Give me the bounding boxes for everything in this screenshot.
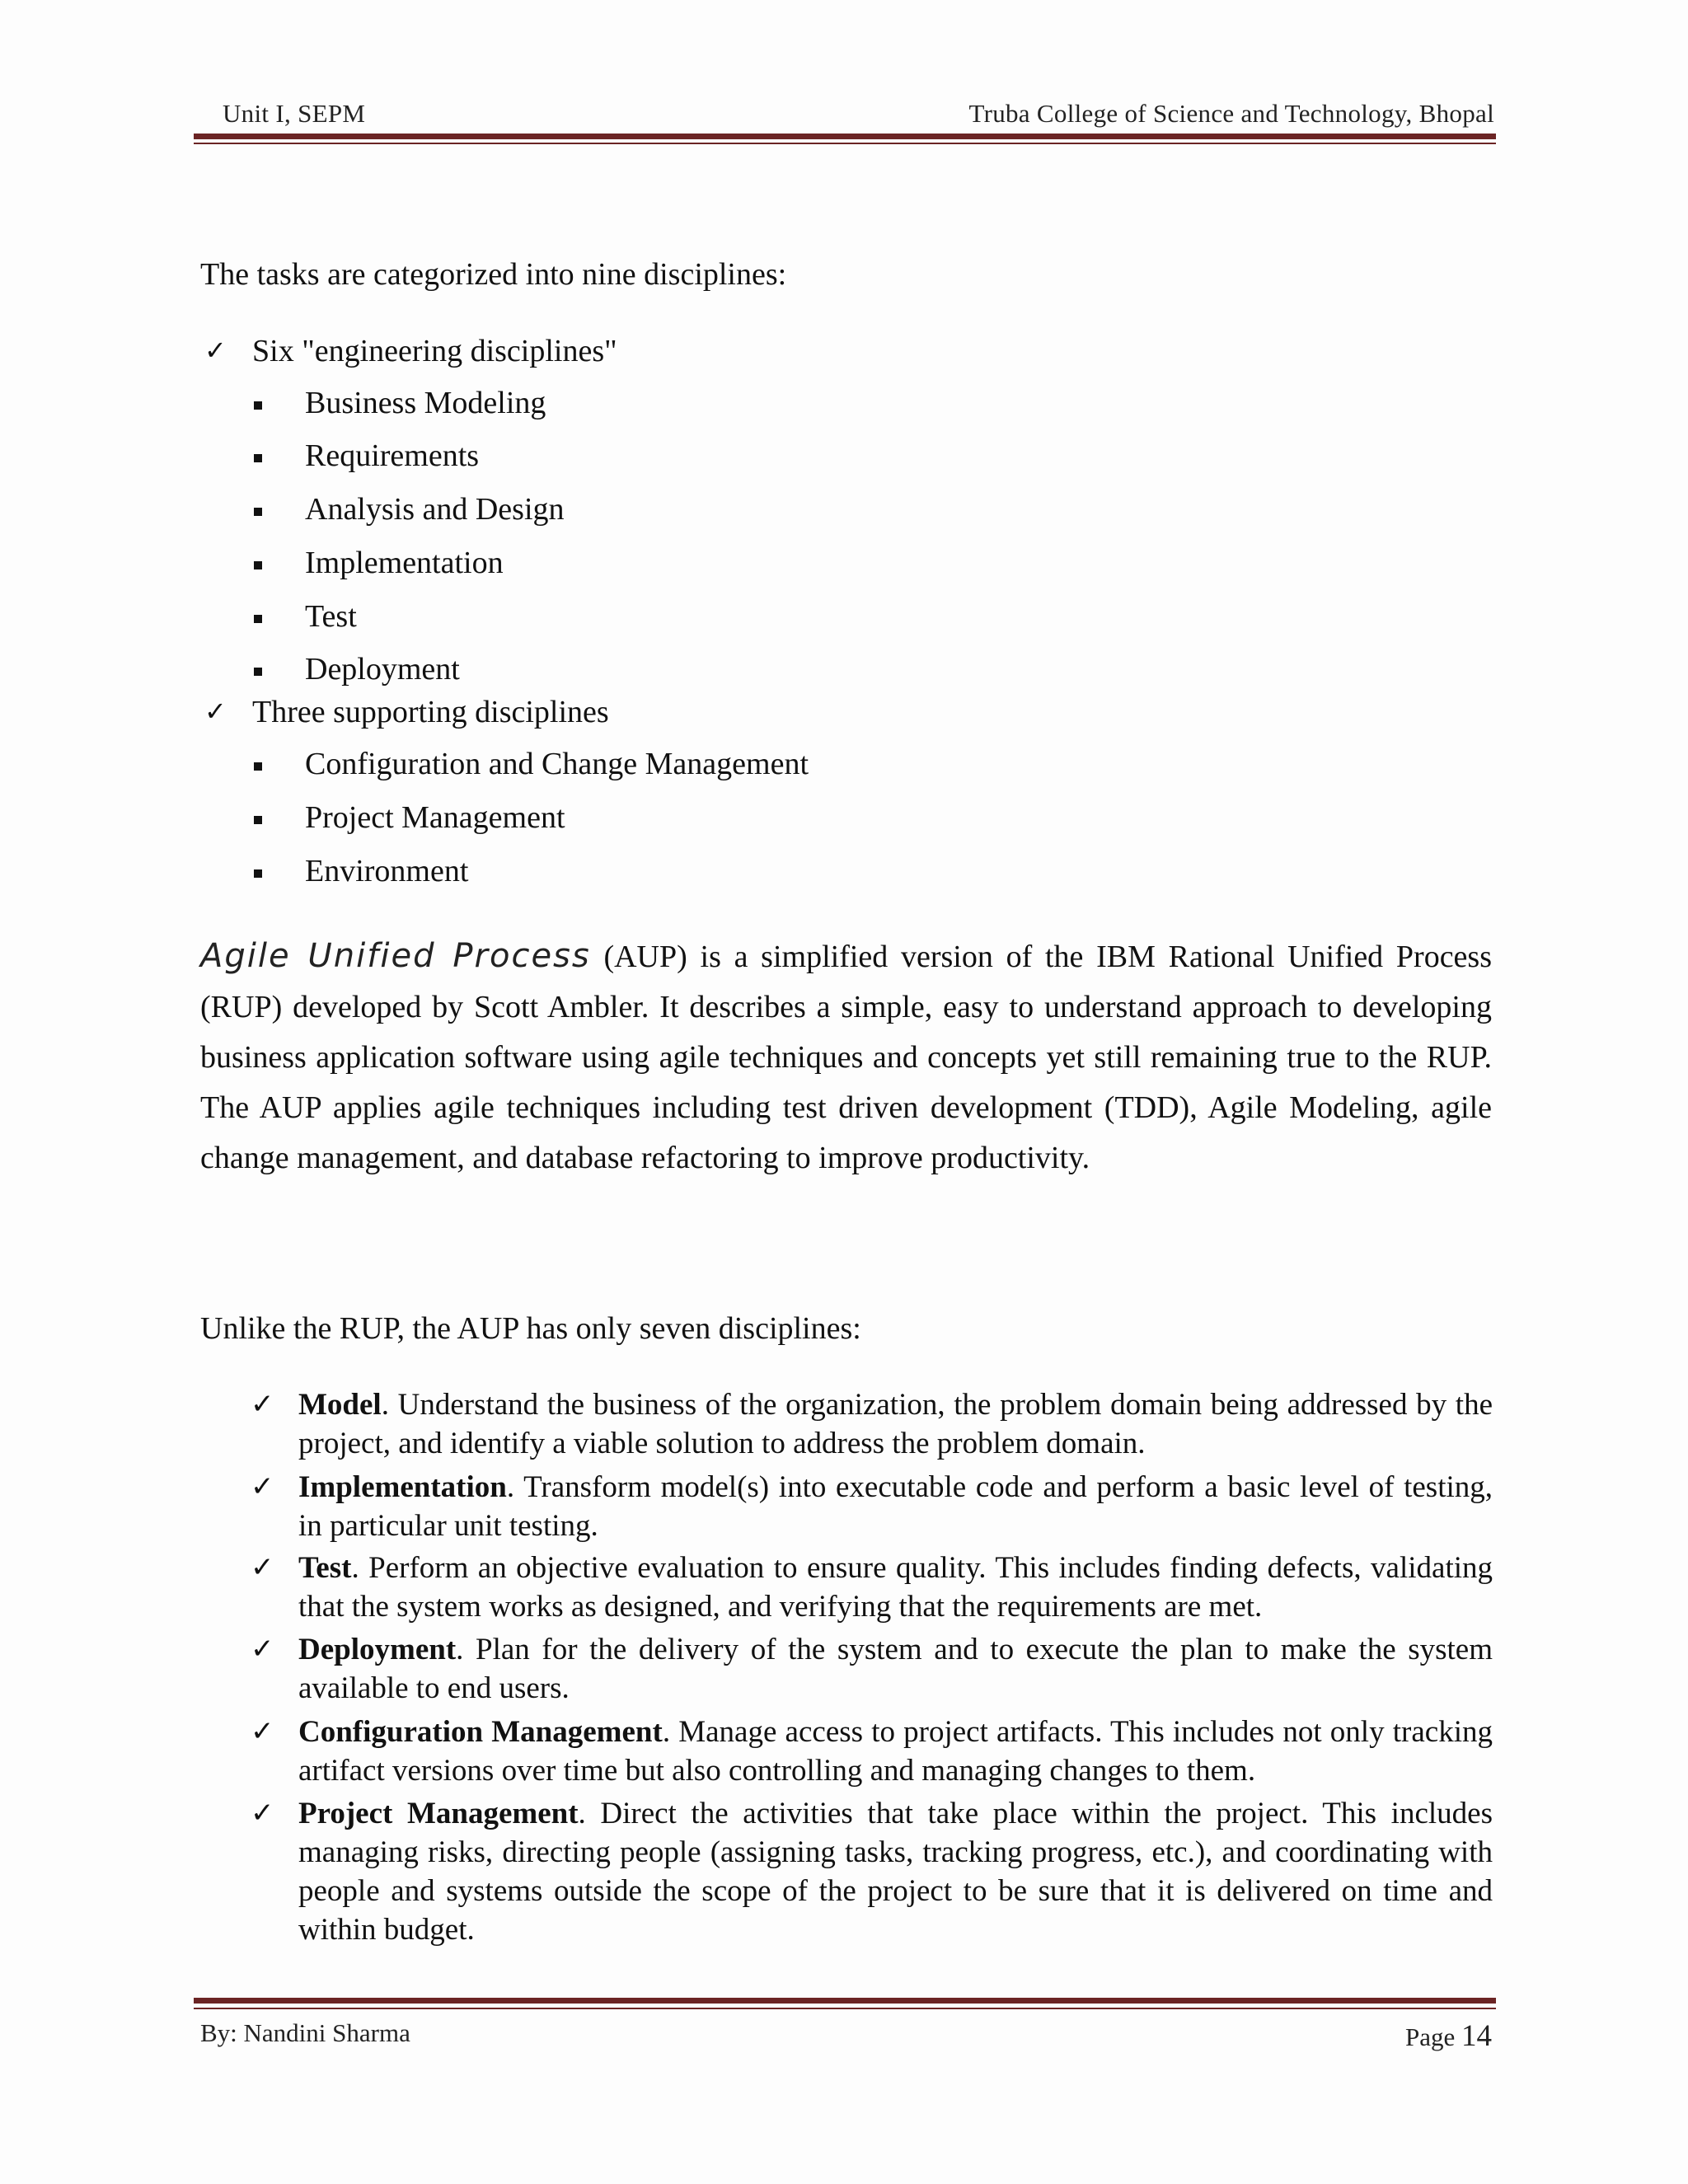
discipline-term: Implementation [298, 1470, 507, 1504]
square-bullet-icon [254, 454, 262, 462]
square-bullet-icon [254, 816, 262, 824]
check-mark-icon: ✓ [204, 335, 227, 366]
discipline-desc: . Transform model(s) into executable code and perform a basic level of testing, in particular unit testing. [298, 1470, 1493, 1543]
square-bullet-icon [254, 401, 262, 410]
discipline-term: Model [298, 1388, 382, 1422]
discipline-desc: . Manage access to project artifacts. This includes not only tracking artifact versions over time but also controlling and managing changes to them. [298, 1715, 1493, 1788]
discipline-term: Deployment [298, 1633, 457, 1666]
discipline-item [251, 1385, 1493, 1463]
square-bullet-icon [254, 869, 262, 878]
page-label: Page [1404, 2022, 1456, 2051]
check-mark-icon: ✓ [251, 1388, 274, 1421]
square-bullet-icon [254, 762, 262, 771]
square-bullet-icon [254, 615, 262, 623]
check-mark-icon: ✓ [251, 1797, 274, 1830]
discipline-term: Test [298, 1551, 352, 1585]
discipline-desc: . Perform an objective evaluation to ensure quality. This includes finding defects, validating that the system works as designed, and verifying that the requirements are met. [298, 1551, 1493, 1624]
discipline-term: Project Management [298, 1797, 579, 1830]
check-mark-icon: ✓ [251, 1715, 274, 1748]
page-number [1405, 2018, 1492, 2054]
header-rule-thin [194, 143, 1496, 144]
intro-text: The tasks are categorized into nine disciplines: [200, 257, 787, 292]
square-bullet-icon [254, 561, 262, 569]
unlike-text: Unlike the RUP, the AUP has only seven disciplines: [200, 1311, 861, 1346]
discipline-item [251, 1630, 1493, 1708]
check-mark-icon: ✓ [204, 696, 227, 727]
discipline-item [251, 1794, 1493, 1949]
discipline-item [251, 1468, 1493, 1545]
page-number-value: 14 [1461, 2019, 1492, 2053]
discipline-item [251, 1549, 1493, 1626]
footer-rule [194, 1998, 1496, 2004]
discipline-item [251, 1713, 1493, 1790]
aup-body: (AUP) is a simplified version of the IBM Rational Unified Process (RUP) developed by Scott Ambler. It describes a simple, easy to understand approach to developing business application software using agile techniques and concepts yet still remaining true to the RUP. The AUP applies agile techniques including test driven development (TDD), Agile Modeling, agile change management, and database refactoring to improve productivity. [200, 940, 1493, 1175]
aup-title: Agile Unified Process [200, 937, 591, 975]
square-bullet-icon [254, 668, 262, 676]
aup-paragraph [200, 931, 1492, 1183]
discipline-desc: . Direct the activities that take place within the project. This includes managing risks, directing people (assigning tasks, tracking progress, etc.), and coordinating with people and systems outside the scope of the project to be sure that it is delivered on time and within budget. [298, 1797, 1493, 1947]
check-mark-icon: ✓ [251, 1633, 274, 1666]
check-mark-icon: ✓ [251, 1551, 274, 1584]
footer-author: By: Nandini Sharma [200, 2018, 410, 2047]
header-college: Truba College of Science and Technology, Bhopal [968, 99, 1494, 128]
discipline-desc: . Plan for the delivery of the system and to execute the plan to make the system available to end users. [298, 1633, 1493, 1705]
group-label: Six "engineering disciplines" [252, 334, 617, 368]
header-unit: Unit I, SEPM [223, 99, 366, 128]
discipline-desc: . Understand the business of the organization, the problem domain being addressed by the project, and identify a viable solution to address the problem domain. [298, 1388, 1493, 1460]
discipline-term: Configuration Management [298, 1715, 663, 1749]
footer-rule-thin [194, 2008, 1496, 2009]
header-rule [194, 134, 1496, 139]
square-bullet-icon [254, 508, 262, 516]
group-label: Three supporting disciplines [252, 695, 609, 729]
check-mark-icon: ✓ [251, 1470, 274, 1503]
